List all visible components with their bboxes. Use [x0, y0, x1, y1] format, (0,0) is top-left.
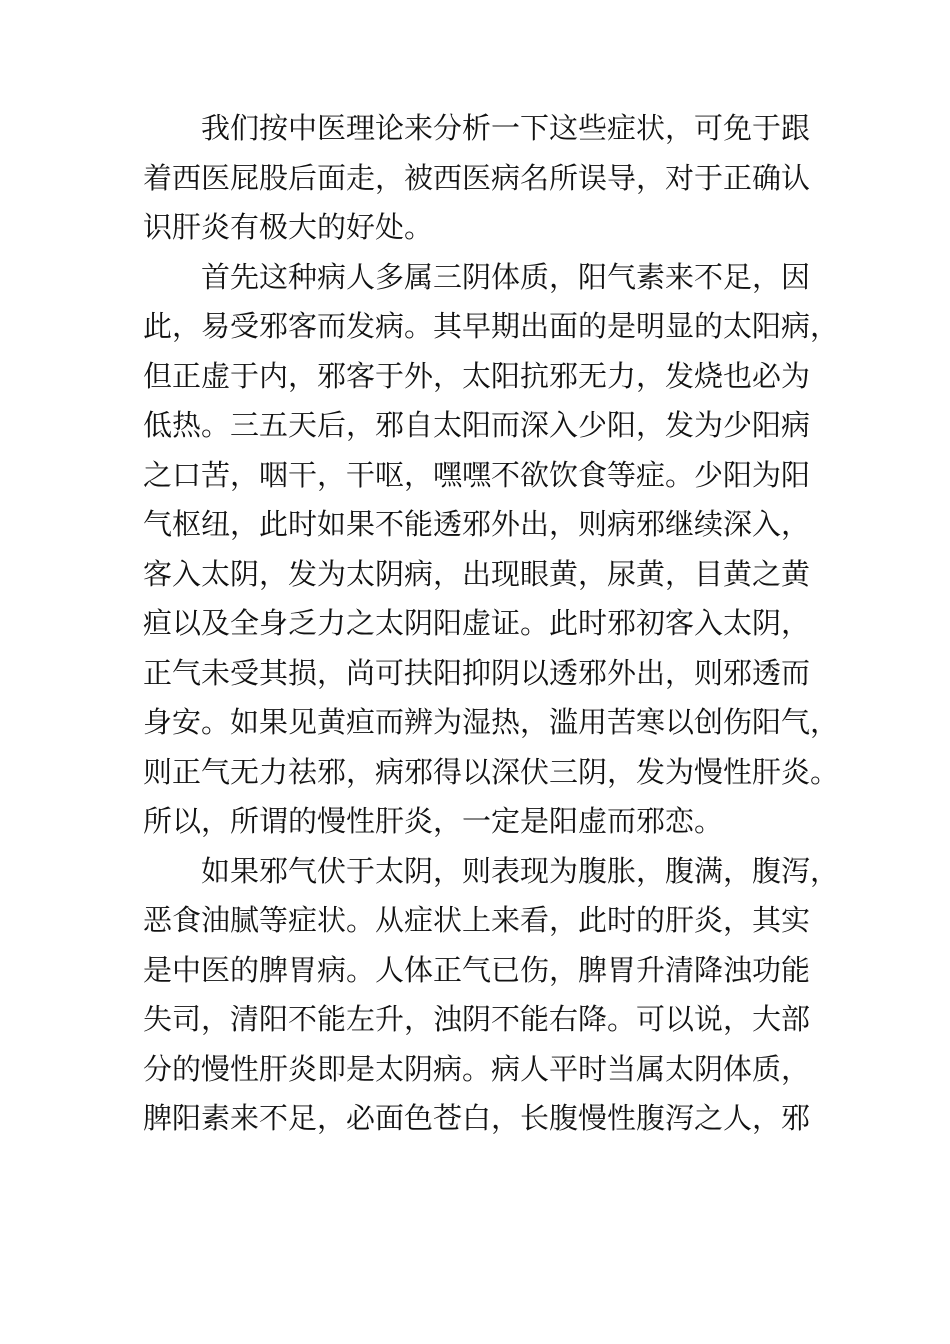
- paragraph-3-line-3: 是中医的脾胃病。人体正气已伤，脾胃升清降浊功能: [143, 952, 811, 987]
- paragraph-3-line-5: 分的慢性肝炎即是太阴病。病人平时当属太阴体质，: [143, 1051, 811, 1086]
- paragraph-1-line-1: 我们按中医理论来分析一下这些症状，可免于跟: [201, 111, 811, 145]
- paragraph-2-line-9: 正气未受其损，尚可扶阳抑阴以透邪外出，则邪透而: [143, 655, 811, 690]
- paragraph-2-line-4: 低热。三五天后，邪自太阳而深入少阳，发为少阳病: [143, 408, 811, 442]
- paragraph-3-line-1: 如果邪气伏于太阴，则表现为腹胀，腹满，腹泻，: [201, 853, 840, 888]
- paragraph-3-line-4: 失司，清阳不能左升，浊阴不能右降。可以说，大部: [143, 1002, 811, 1036]
- paragraph-2-line-8: 疸以及全身乏力之太阴阳虚证。此时邪初客入太阴，: [143, 606, 811, 640]
- paragraph-1-line-3: 识肝炎有极大的好处。: [143, 210, 434, 244]
- paragraph-2-line-2: 此，易受邪客而发病。其早期出面的是明显的太阳病，: [143, 309, 840, 343]
- paragraph-2-line-7: 客入太阴，发为太阴病，出现眼黄，尿黄，目黄之黄: [143, 556, 811, 591]
- paragraph-2-line-11: 则正气无力祛邪，病邪得以深伏三阴，发为慢性肝炎。: [143, 754, 840, 789]
- paragraph-2-line-10: 身安。如果见黄疸而辨为湿热，滥用苦寒以创伤阳气，: [143, 705, 840, 739]
- paragraph-3-line-2: 恶食油腻等症状。从症状上来看，此时的肝炎，其实: [143, 903, 811, 937]
- paragraph-2-line-3: 但正虚于内，邪客于外，太阳抗邪无力，发烧也必为: [143, 358, 811, 393]
- paragraph-2-line-6: 气枢纽，此时如果不能透邪外出，则病邪继续深入，: [143, 507, 811, 541]
- body-text: [143, 104, 840, 1144]
- paragraph-3-line-6: 脾阳素来不足，必面色苍白，长腹慢性腹泻之人，邪: [143, 1101, 811, 1135]
- paragraph-2-line-12: 所以，所谓的慢性肝炎，一定是阳虚而邪恋。: [143, 804, 724, 838]
- paragraph-1-line-2: 着西医屁股后面走，被西医病名所误导，对于正确认: [143, 160, 811, 195]
- paragraph-2-line-5: 之口苦，咽干，干呕，嘿嘿不欲饮食等症。少阳为阳: [143, 457, 811, 492]
- paragraph-2-line-1: 首先这种病人多属三阴体质，阳气素来不足，因: [201, 259, 811, 294]
